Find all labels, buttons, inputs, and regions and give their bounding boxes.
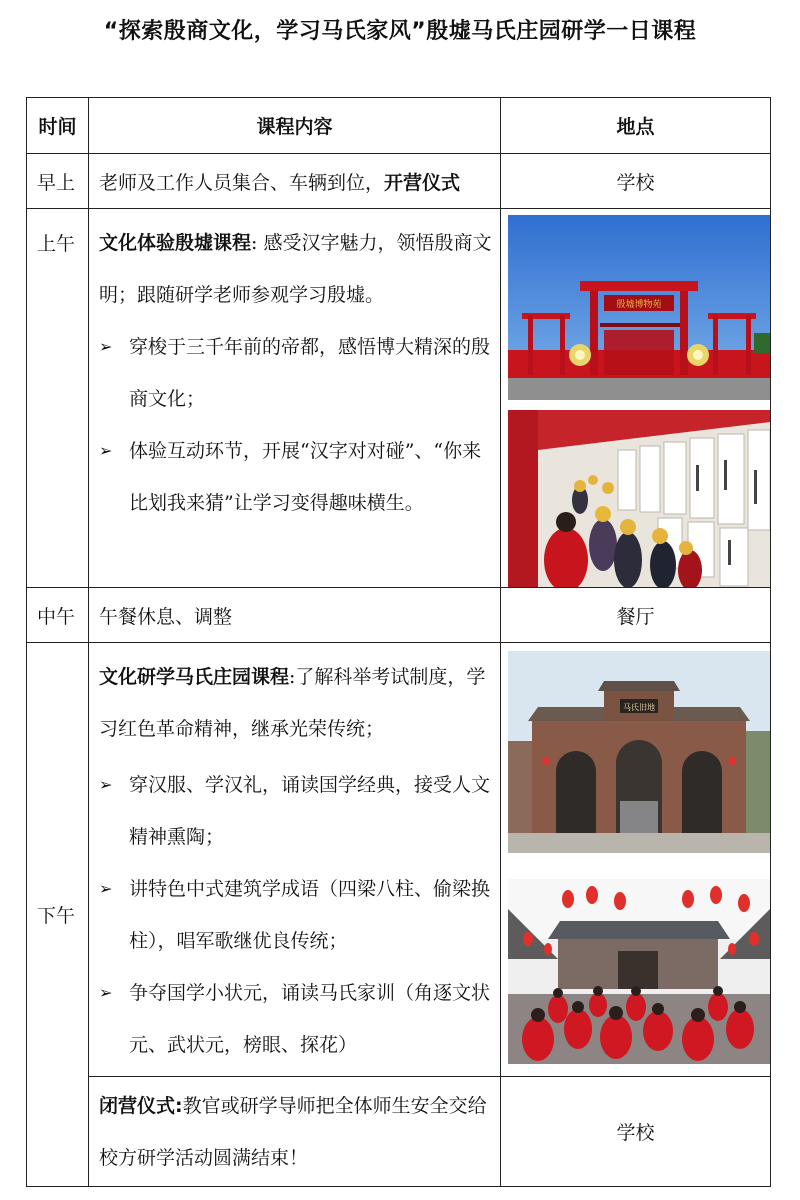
time-afternoon: 下午 [27,643,89,1187]
afternoon-lead [99,651,492,755]
page-title: “探索殷商文化，学习马氏家风”殷墟马氏庄园研学一日课程 [103,19,697,44]
students-calligraphy-photo [508,410,770,587]
forenoon-lead-text: : 感受汉字魅力，领悟殷商文明；跟随研学老师参观学习殷墟。 [99,232,492,306]
content-closing [89,1077,501,1187]
time-noon: 中午 [27,588,89,643]
schedule-table [26,97,771,1187]
table-row-afternoon [27,643,771,1077]
header-place: 地点 [501,98,771,154]
arrow-bullet-icon: ➢ [99,441,113,460]
yinxu-gate-photo [508,215,770,400]
place-morning: 学校 [501,154,771,209]
forenoon-lead [99,217,492,321]
ma-manor-gate-photo [508,651,770,853]
table-row-forenoon [27,209,771,588]
svg-text:马氏旧地: 马氏旧地 [623,703,655,712]
hanfu-students-photo [508,879,770,1064]
header-content: 课程内容 [89,98,501,154]
forenoon-lead-bold: 文化体验殷墟课程 [99,232,252,254]
time-forenoon: 上午 [27,209,89,588]
afternoon-lead-text: :了解科举考试制度，学习红色革命精神，继承光荣传统； [99,666,486,740]
content-morning [89,154,501,209]
place-forenoon-photos [501,209,771,588]
closing-bold: 闭营仪式: [99,1094,183,1117]
place-afternoon-photos [501,643,771,1077]
header-time: 时间 [27,98,89,154]
table-row-morning [27,154,771,209]
arrow-bullet-icon: ➢ [99,337,113,356]
list-item: ➢ 体验互动环节，开展“汉字对对碰”、“你来比划我来猜”让学习变得趣味横生。 [99,425,492,529]
table-row-closing [27,1077,771,1187]
arrow-bullet-icon: ➢ [99,879,113,898]
content-afternoon [89,643,501,1077]
list-item: ➢ 讲特色中式建筑学成语（四梁八柱、偷梁换柱），唱军歌继优良传统； [99,863,492,967]
content-forenoon [89,209,501,588]
place-closing: 学校 [501,1077,771,1187]
table-row-noon [27,588,771,643]
svg-text:殷墟博物苑: 殷墟博物苑 [616,300,662,310]
arrow-bullet-icon: ➢ [99,775,113,794]
list-item: ➢ 争夺国学小状元，诵读马氏家训（角逐文状元、武状元，榜眼、探花） [99,967,492,1071]
afternoon-lead-bold: 文化研学马氏庄园课程 [99,666,290,688]
header-row [27,98,771,154]
content-morning-bold: 开营仪式 [384,171,461,194]
closing-text: 教官或研学导师把全体师生安全交给校方研学活动圆满结束！ [99,1094,487,1169]
list-item: ➢ 穿梭于三千年前的帝都，感悟博大精深的殷商文化； [99,321,492,425]
place-noon: 餐厅 [501,588,771,643]
content-noon: 午餐休息、调整 [89,588,501,643]
arrow-bullet-icon: ➢ [99,983,113,1002]
time-morning: 早上 [27,154,89,209]
content-morning-text: 老师及工作人员集合、车辆到位， [99,171,385,194]
list-item: ➢ 穿汉服、学汉礼，诵读国学经典，接受人文精神熏陶； [99,759,492,863]
